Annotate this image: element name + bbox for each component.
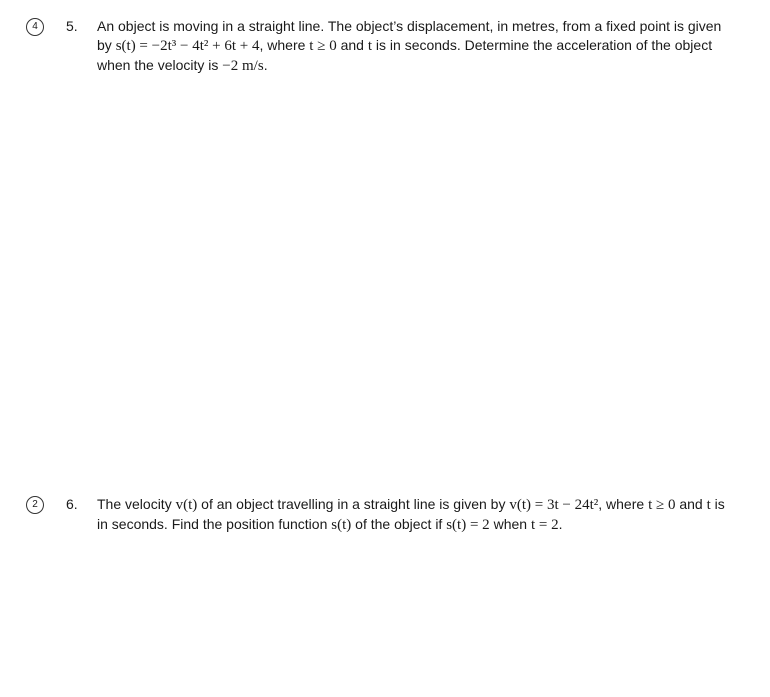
text-segment: .: [263, 57, 268, 73]
text-segment: An object is moving in a straight line. The object’s displacement, in metres, from a fixed point is given by: [97, 18, 722, 53]
text-segment: The velocity: [97, 496, 172, 512]
time-variable: t: [367, 38, 373, 54]
text-segment: , where: [598, 496, 645, 512]
position-function: s(t): [331, 517, 352, 533]
time-condition: t ≥ 0: [648, 497, 676, 513]
when-value: t = 2: [530, 517, 559, 533]
text-segment: of the object if: [355, 516, 443, 532]
time-variable: t: [706, 497, 711, 513]
displacement-formula: s(t) = −2t³ − 4t² + 6t + 4: [115, 38, 260, 54]
text-segment: and: [340, 37, 364, 53]
text-segment: when: [493, 516, 528, 532]
velocity-formula: v(t) = 3t − 24t²: [509, 497, 599, 513]
question-number: 6.: [66, 496, 78, 512]
text-segment: .: [558, 516, 563, 532]
marks-badge: 4: [26, 18, 44, 36]
marks-badge: 2: [26, 496, 44, 514]
text-segment: , where: [259, 37, 306, 53]
question-text: [97, 495, 727, 535]
initial-condition: s(t) = 2: [446, 517, 490, 533]
velocity-function: v(t): [175, 497, 198, 513]
text-segment: and: [679, 496, 703, 512]
text-segment: is in seconds. Find the position function: [97, 496, 725, 532]
time-condition: t ≥ 0: [309, 38, 337, 54]
question-number: 5.: [66, 18, 78, 34]
question-text: [97, 17, 727, 76]
text-segment: is in seconds. Determine the acceleration of the object when the velocity is: [97, 37, 713, 73]
text-segment: of an object travelling in a straight line is given by: [201, 496, 506, 512]
velocity-value: −2 m/s: [222, 58, 264, 74]
